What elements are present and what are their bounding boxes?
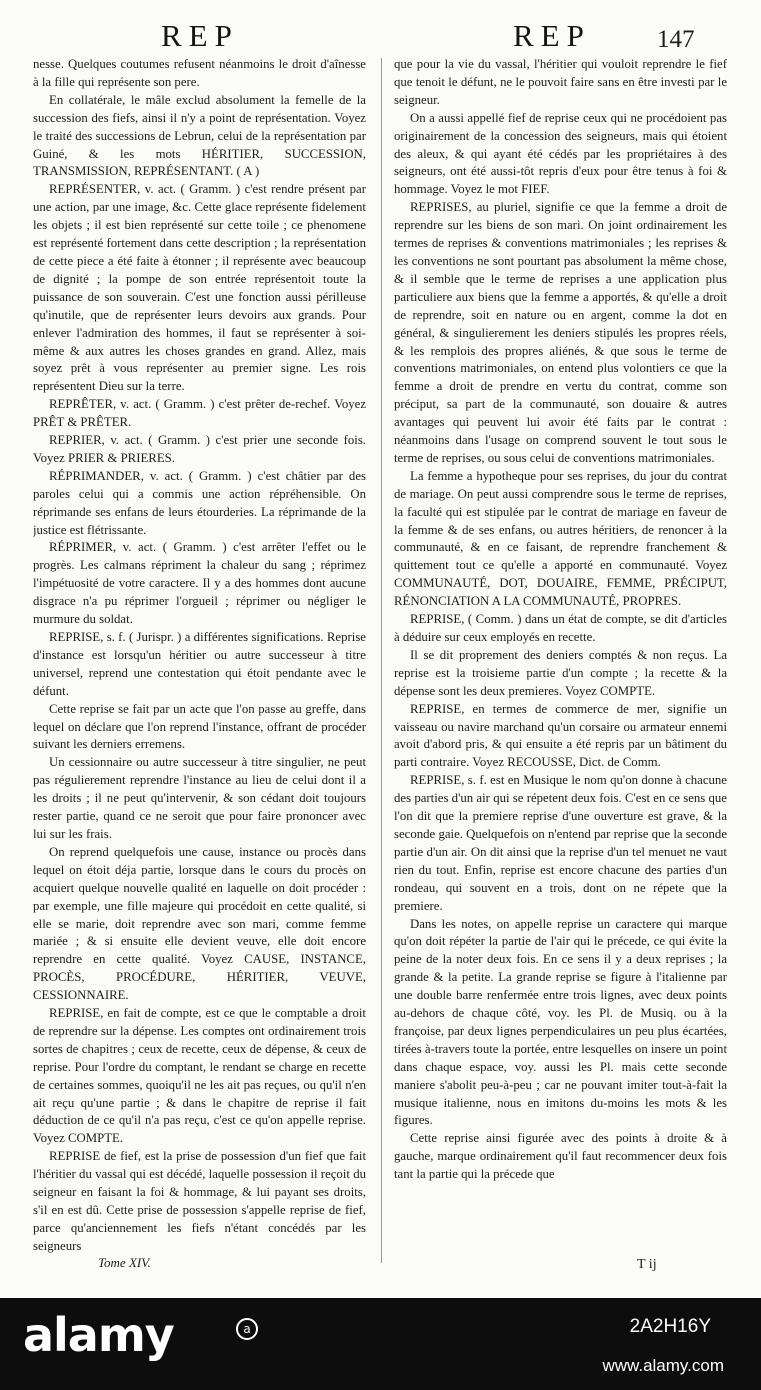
paragraph: REPRISE, s. f. est en Musique le nom qu'on donne à chacune des parties d'un air qui se répetent deux fois. C'est en ce sens que l'on dit que la premiere reprise d'une ouverture est grave, & la seconde gaie. Quelquefois on n'entend par reprise que la seconde partie d'un air. On dit ainsi que la reprise d'un tel menuet ne vaut rien du tout. Enfin, reprise est encore chacune des parties d'un rondeau, qui souvent en a trois, dont on ne répete que la premiere. (394, 773, 727, 913)
paragraph: REPRISE de fief, est la prise de possession d'un fief que fait l'héritier du vassal qui est décédé, laquelle possession il reçoit du seigneur en faisant la foi & hommage, & lui payant ses droits, s'il en est dû. Cette prise de possession s'appelle reprise de fief, parce qu'anciennement les fiefs n'étant concédés par les seigneurs (33, 1149, 366, 1253)
paragraph: REPRISE, s. f. ( Jurispr. ) a différentes significations. Reprise d'instance est lorsqu'un héritier ou autre successeur à titre universel, reprend une contestation qui étoit pendante avec le défunt. (33, 630, 366, 698)
right-column (394, 56, 727, 1288)
paragraph: Il se dit proprement des deniers comptés & non reçus. La reprise est la troisieme partie d'un compte ; la recette & la dépense sont les deux premieres. Voyez COMPTE. (394, 647, 727, 698)
volume-label: Tome XIV. (98, 1255, 151, 1270)
running-head-left: REP (161, 18, 239, 53)
paragraph: On reprend quelquefois une cause, instance ou procès dans lequel on étoit déja partie, lorsque dans le cours du procès on acquiert quelque nouvelle qualité en laquelle on doit procéder : par exemple, une fille majeure qui procédoit en cette qualité, si elle se marie, doit reprendre avec son mari, comme femme mariée ; & si ensuite elle devient veuve, elle doit encore reprendre en cette qualité. Voyez CAUSE, INSTANCE, PROCÈS, PROCÉDURE, HÉRITIER, VEUVE, CESSIONNAIRE. (33, 844, 366, 1003)
paragraph: REPRIER, v. act. ( Gramm. ) c'est prier une seconde fois. Voyez PRIER & PRIERES. (33, 433, 366, 465)
left-column (33, 56, 366, 1288)
paragraph: La femme a hypotheque pour ses reprises, du jour du contrat de mariage. On peut aussi comprendre sous le terme de reprises, la faculté qui est stipulée par le contrat de mariage en faveur de la femme & de ses enfans, ou autres héritiers, de renoncer à la communauté, & en ce faisant, de reprendre franchement & quittement tout ce qu'elle a apporté en communauté. Voyez COMMUNAUTÉ, DOT, DOUAIRE, FEMME, PRÉCIPUT, RÉNONCIATION A LA COMMUNAUTÉ, PROPRES. (394, 468, 727, 609)
paragraph: RÉPRIMANDER, v. act. ( Gramm. ) c'est châtier par des paroles celui qui a commis une action répréhensible. On réprimande ses enfans de leurs étourderies. La réprimande de la justice est flétrissante. (33, 468, 366, 537)
paragraph: REPRISE, ( Comm. ) dans un état de compte, se dit d'articles à déduire sur ceux employés en recette. (394, 612, 727, 644)
paragraph: En collatérale, le mâle exclud absolument la femelle de la succession des fiefs, ainsi il n'y a point de représentation. Voyez le traité des successions de Lebrun, celui de la représentation par Guiné, & les mots HÉRITIER, SUCCESSION, TRANSMISSION, REPRÉSENTANT. ( A ) (33, 92, 366, 179)
paragraph: REPRÊTER, v. act. ( Gramm. ) c'est prêter de-rechef. Voyez PRÊT & PRÊTER. (33, 397, 366, 430)
watermark-bar (0, 1298, 761, 1390)
paragraph: Dans les notes, on appelle reprise un caractere qui marque qu'on doit répéter la partie de l'air qui le précede, ce qui évite la peine de la noter deux fois. En ce sens il y a deux reprises ; la grande & la petite. La grande reprise se figure à l'italienne par une double barre renfermée entre trois lignes, avec deux points au-dehors de chaque côté, voy. les Pl. de Musiq. ou à la françoise, par deux lignes perpendiculaires un peu plus écartées, tirées à-travers toute la portée, entre lesquelles on insere un point dans chaque espace, voy. aussi les Pl. mais cette seconde maniere s'abolit peu-à-peu ; car ne pouvant imiter tout-à-fait la musique italienne, nous en imitons du-moins les mots & les figures. (394, 916, 727, 1128)
paragraph: REPRÉSENTER, v. act. ( Gramm. ) c'est rendre présent par une action, par une image, &c. Cette glace représente fidelement les objets ; il est bien représenté sur cette toile ; ce phenomene est représenté fortement dans cette description ; la représentation de cette piece a été faite à étonner ; il représente avec beaucoup de dignité ; la pompe de son entrée représentoit toute la puissance de son souverain. C'est une fonction aussi périlleuse qu'inutile, que de représenter leurs devoirs aux grands. Pour enlever l'admiration des hommes, il faut se représenter à soi-même & aux autres les choses grandes en grand. Allez, mais soyez prêt à vous représenter au premier signe. Les rois représentent Dieu sur la terre. (33, 182, 366, 394)
signature-mark: T ij (637, 1257, 657, 1272)
page-number: 147 (657, 26, 695, 53)
alamy-logo-icon: a (236, 1318, 258, 1340)
site-url: www.alamy.com (602, 1356, 724, 1375)
paragraph: que pour la vie du vassal, l'héritier qui vouloit reprendre le fief que tenoit le défunt, ne le pouvoit faire sans en être investi par le seigneur. (394, 57, 727, 107)
alamy-logo: alamy (23, 1308, 174, 1362)
paragraph: nesse. Quelques coutumes refusent néanmoins le droit d'aînesse à la fille qui représente son pere. (33, 57, 366, 89)
paragraph: Cette reprise se fait par un acte que l'on passe au greffe, dans lequel on déclare que l'on reprend l'instance, offrant de procéder suivant les derniers erremens. (33, 701, 366, 752)
column-rule (381, 58, 382, 1263)
running-head-right: REP (513, 18, 591, 53)
image-id: 2A2H16Y (629, 1316, 711, 1337)
paragraph: On a aussi appellé fief de reprise ceux qui ne procédoient pas originairement de la concession des seigneurs, mais qui étoient des aleux, & qui ayant été cédés par les propriétaires à des seigneurs, ont été aussi-tôt repris d'eux pour être tenus à foi & hommage. Voyez le mot FIEF. (394, 110, 727, 197)
paragraph: RÉPRIMER, v. act. ( Gramm. ) c'est arrêter l'effet ou le progrès. Les calmans répriment la chaleur du sang ; réprimez l'impétuosité de votre caractere. Il y a des hommes dont aucune disgrace n'a pu réprimer l'orgueil ; réprimer ou négliger le murmure du soldat. (33, 540, 366, 627)
paragraph: Un cessionnaire ou autre successeur à titre singulier, ne peut pas régulierement reprendre l'instance au lieu de celui dont il a les droits ; il ne peut qu'intervenir, & son cédant doit toujours rester partie, quand ce ne seroit que pour faire prononcer avec lui sur les frais. (33, 755, 366, 841)
paragraph: REPRISES, au pluriel, signifie ce que la femme a droit de reprendre sur les biens de son mari. On joint ordinairement les termes de reprises & conventions matrimoniales ; les reprises & les conventions ne sont pourtant pas absolument la même chose, & il semble que le terme de reprises a une application plus particuliere aux biens que la femme a apportés, & qu'elle a droit de reprendre, soit en nature ou en argent, comme la dot en général, & singulierement les deniers stipulés les propres réels, & les remplois des propres aliénés, & que sous le terme de conventions matrimoniales, on entend plus volontiers ce que la femme a droit de prendre en vertu du contrat, comme son préciput, sa part de la communauté, son douaire & autres avantages qui peuvent lui avoir été faits par le contrat : néanmoins dans l'usage on comprend souvent le tout sous le terme de reprises, ou sous celui de conventions matrimoniales. (394, 200, 727, 465)
paragraph: REPRISE, en fait de compte, est ce que le comptable a droit de reprendre sur la dépense. Les comptes ont ordinairement trois sortes de chapitres ; ceux de recette, ceux de dépense, & ceux de reprise. Pour l'ordre du comptant, le rendant se charge en recette de certaines sommes, quoiqu'il ne les ait pas reçues, ou qu'il n'en ait reçu qu'une partie ; & dans le chapitre de reprise il fait déduction de ce qu'il n'a pas reçu, c'est ce qu'on appelle reprise. Voyez COMPTE. (33, 1006, 366, 1146)
paragraph: REPRISE, en termes de commerce de mer, signifie un vaisseau ou navire marchand qu'un corsaire ou armateur ennemi avoit d'abord pris, & qui ensuite a été repris par un bâtiment du parti contraire. Voyez RECOUSSE, Dict. de Comm. (394, 701, 727, 770)
paragraph: Cette reprise ainsi figurée avec des points à droite & à gauche, marque ordinairement qu'il faut recommencer deux fois tant la partie qui la précede que (394, 1131, 727, 1182)
